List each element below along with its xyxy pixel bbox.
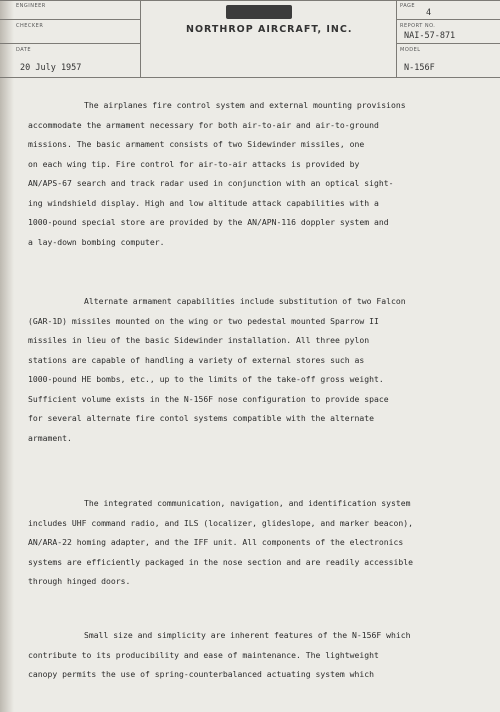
header-divider-vertical-left — [140, 0, 141, 78]
paragraph-maintenance — [28, 626, 494, 685]
text-line: Small size and simplicity are inherent features of the N-156F which — [84, 630, 411, 640]
text-line: through hinged doors. — [28, 576, 131, 586]
text-line: (GAR-1D) missiles mounted on the wing or two pedestal mounted Sparrow II — [28, 315, 379, 326]
text-line: The airplanes fire control system and external mounting provisions — [84, 100, 406, 110]
text-line: ing windshield display. High and low altitude attack capabilities with a — [28, 197, 379, 208]
text-line: includes UHF command radio, and ILS (localizer, glideslope, and marker beacon), — [28, 517, 413, 528]
text-line: contribute to its producibility and ease of maintenance. The lightweight — [28, 649, 379, 660]
text-line: missiles in lieu of the basic Sidewinder installation. All three pylon — [28, 335, 370, 345]
text-line: a lay-down bombing computer. — [28, 236, 165, 247]
paragraph-alternate-armament — [28, 292, 494, 448]
text-line: Alternate armament capabilities include substitution of two Falcon — [84, 296, 406, 306]
text-line: armament. — [28, 432, 72, 443]
text-line: for several alternate fire contol systems compatible with the alternate — [28, 413, 374, 423]
text-line: 1000-pound special store are provided by the AN/APN-116 doppler system and — [28, 217, 389, 227]
page-label: PAGE — [400, 3, 416, 9]
report-number-label: REPORT NO. — [400, 23, 436, 29]
text-line: AN/ARA-22 homing adapter, and the IFF unit. All components of the electronics — [28, 537, 404, 547]
text-line: systems are efficiently packaged in the nose section and are readily accessible — [28, 556, 413, 567]
report-number-value: NAI-57-871 — [404, 31, 456, 41]
model-label: MODEL — [400, 47, 421, 53]
date-value: 20 July 1957 — [20, 63, 82, 73]
engineer-label: ENGINEER — [16, 3, 46, 9]
header-border-bottom — [0, 77, 500, 78]
paragraph-electronics — [28, 494, 494, 592]
header-border-top — [0, 0, 500, 1]
page-value: 4 — [426, 8, 432, 18]
header-divider-right-2 — [396, 43, 500, 44]
text-line: stations are capable of handling a variety of external stores such as — [28, 354, 365, 365]
text-line: The integrated communication, navigation, and identification system — [84, 498, 411, 508]
company-name: NORTHROP AIRCRAFT, INC. — [186, 24, 353, 35]
text-line: canopy permits the use of spring-counterbalanced actuating system which — [28, 669, 374, 679]
header-divider-left-1 — [0, 19, 140, 20]
text-line: on each wing tip. Fire control for air-to-air attacks is provided by — [28, 158, 360, 169]
text-line: missions. The basic armament consists of two Sidewinder missiles, one — [28, 139, 365, 149]
header-divider-left-2 — [0, 43, 140, 44]
header-divider-vertical-right — [396, 0, 397, 78]
date-label: DATE — [16, 47, 32, 53]
text-line: 1000-pound HE bombs, etc., up to the limits of the take-off gross weight. — [28, 374, 384, 384]
redaction-mark — [226, 5, 292, 19]
header-divider-right-1 — [396, 19, 500, 20]
text-line: AN/APS-67 search and track radar used in conjunction with an optical sight- — [28, 178, 394, 188]
form-header — [0, 0, 500, 78]
checker-label: CHECKER — [16, 23, 44, 29]
text-line: Sufficient volume exists in the N-156F nose configuration to provide space — [28, 393, 389, 404]
text-line: accommodate the armament necessary for both air-to-air and air-to-ground — [28, 119, 379, 130]
model-value: N-156F — [404, 63, 435, 73]
paragraph-armament — [28, 96, 494, 252]
